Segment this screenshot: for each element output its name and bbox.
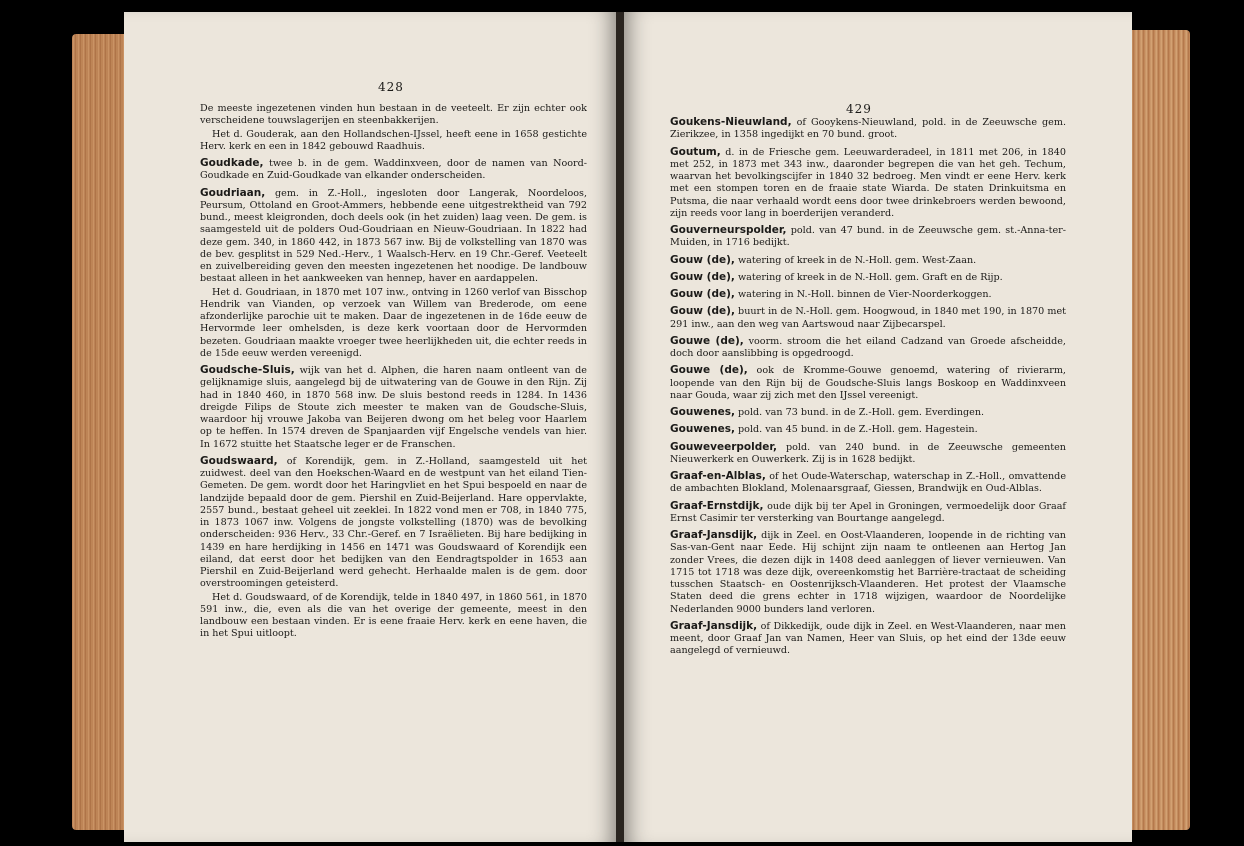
dictionary-entry <box>670 364 1066 402</box>
dictionary-entry <box>670 500 1066 526</box>
entry-text: watering in N.-Holl. binnen de Vier-Noorderkoggen. <box>737 289 992 300</box>
entry-headword: Gouw (de), <box>670 305 735 318</box>
dictionary-entry <box>670 146 1066 221</box>
entry-text: Het d. Goudriaan, in 1870 met 107 inw., ontving in 1260 verlof van Bisschop Hendrik van Vianden, op verzoek van Willem van Brederode, om eene afzonderlijke parochie uit te maken. Daar de ingezetenen in de 16de eeuw de Hervormde leer omhelsden, is deze kerk voortaan door de Hervormden bezeten. Goudriaan maakte vroeger twee heerlijkheden uit, die echter reeds in de 15de eeuw werden vereenigd. <box>200 286 587 359</box>
entry-text: pold. van 240 bund. in de Zeeuwsche gemeenten Nieuwerkerk en Ouwerkerk. Zij is in 1628 bedijkt. <box>670 441 1066 465</box>
entry-headword: Gouverneurspolder, <box>670 224 787 236</box>
dictionary-entry <box>670 254 1066 267</box>
dictionary-entry <box>200 364 587 451</box>
dictionary-entry <box>200 592 587 641</box>
dictionary-entry <box>200 187 587 286</box>
entry-headword: Goukens-Nieuwland, <box>670 116 792 128</box>
dictionary-entry <box>670 441 1066 467</box>
entry-headword: Graaf-Ernstdijk, <box>670 499 764 512</box>
dictionary-entry <box>670 288 1066 301</box>
entry-text: of Gooykens-Nieuwland, pold. in de Zeeuwsche gem. Zierikzee, in 1358 ingedijkt en 70 bund. groot. <box>670 117 1066 141</box>
book-gutter <box>616 12 624 842</box>
book-spread <box>72 12 1190 842</box>
dictionary-entry <box>670 620 1066 658</box>
entry-headword: Graaf-Jansdijk, <box>670 529 758 541</box>
entry-headword: Goudriaan, <box>200 186 266 199</box>
entry-text: pold. van 47 bund. in de Zeeuwsche gem. st.-Anna-ter-Muiden, in 1716 bedijkt. <box>670 225 1066 249</box>
page-number-right: 429 <box>846 102 872 116</box>
dictionary-entry <box>200 103 587 128</box>
entry-text: gem. in Z.-Holl., ingesloten door Langerak, Noordeloos, Peursum, Ottoland en Groot-Ammers, hebbende eene uitgestrektheid van 792 bund., meest kleigronden, doch deels ook (in het zuiden) laag veen. De gem. is saamgesteld uit de polders Oud-Goudriaan en Nieuw-Goudriaan. In 1822 had deze gem. 340, in 1860 442, in 1873 567 inw. Bij de volkstelling van 1870 was de bev. gesplitst in 529 Ned.-Herv., 1 Waalsch-Herv. en 19 Chr.-Geref. Veeteelt en zuivelbereiding geven den meesten ingezetenen het noodige. De landbouw bestaat alleen in het aankweeken van hennep, haver en aardappelen. <box>200 187 587 285</box>
entry-headword: Gouw (de), <box>670 270 735 283</box>
entry-headword: Graaf-Jansdijk, <box>670 619 758 632</box>
entry-headword: Gouw (de), <box>670 253 735 266</box>
entry-text: voorm. stroom die het eiland Cadzand van Groede afscheidde, doch door aanslibbing is opgedroogd. <box>670 335 1066 359</box>
entry-text: wijk van het d. Alphen, die haren naam ontleent van de gelijknamige sluis, aangelegd bij de uitwatering van de Gouwe in den Rijn. Zij had in 1840 460, in 1870 568 inw. De sluis bestond reeds in 1284. In 1436 dreigde Filips de Stoute zich meester te maken van de Goudsche-Sluis, waardoor hij vrouwe Jakoba van Beijeren dwong om het beleg voor Haarlem op te heffen. In 1574 dreven de Spanjaarden vijf Engelsche vendels van hier. In 1672 stuitte het Staatsche leger er de Franschen. <box>200 365 587 450</box>
dictionary-entry <box>200 455 587 591</box>
entry-headword: Graaf-en-Alblas, <box>670 470 766 482</box>
entry-text: ook de Kromme-Gouwe genoemd, watering of rivierarm, loopende van den Rijn bij de Goudsche-Sluis langs Boskoop en Waddinxveen naar Gouda, waar zij zich met den IJssel vereenigt. <box>670 365 1066 401</box>
dictionary-entry <box>200 157 587 183</box>
right-page-text <box>670 116 1066 662</box>
entry-text: pold. van 73 bund. in de Z.-Holl. gem. Everdingen. <box>738 407 985 418</box>
entry-text: oude dijk bij ter Apel in Groningen, vermoedelijk door Graaf Ernst Casimir ter versterking van Bourtange aangelegd. <box>670 500 1066 524</box>
dictionary-entry <box>200 129 587 154</box>
dictionary-entry <box>670 224 1066 250</box>
dictionary-entry <box>670 271 1066 284</box>
entry-headword: Gouwenes, <box>670 406 735 418</box>
entry-headword: Goudkade, <box>200 157 264 169</box>
entry-headword: Gouwe (de), <box>670 364 748 377</box>
page-number-left: 428 <box>378 80 404 94</box>
entry-text: d. in de Friesche gem. Leeuwarderadeel, in 1811 met 206, in 1840 met 252, in 1873 met 343 inw., daaronder begrepen die van het geh. Techum, waarvan het bevolkingscijfer in 1840 32 bedroeg. Men vindt er eene Herv. kerk met een stompen toren en de fraaie state Wiarda. De staten Drinkuitsma en Putsma, die naar verhaald wordt eens door twee drinkebroers werden bewoond, zijn reeds voor lang in boerderijen veranderd. <box>670 146 1066 219</box>
entry-text: dijk in Zeel. en Oost-Vlaanderen, loopende in de richting van Sas-van-Gent naar Eede. Hij schijnt zijn naam te ontleenen aan Hertog Jan zonder Vrees, die dezen dijk in 1408 deed aanleggen of liever vernieuwen. Van 1715 tot 1718 was deze dijk, overeenkomstig het Barrière-tractaat de scheiding tusschen Staatsch- en Oostenrijksch-Vlaanderen. Het protest der Vlaamsche Staten deed die grens echter in 1718 wijzigen, waardoor de Noordelijke Nederlanden 9000 bunders land verloren. <box>670 530 1066 615</box>
dictionary-entry <box>670 305 1066 331</box>
dictionary-entry <box>670 406 1066 419</box>
dictionary-entry <box>670 116 1066 142</box>
dictionary-entry <box>670 423 1066 436</box>
entry-text: of Dikkedijk, oude dijk in Zeel. en West-Vlaanderen, naar men meent, door Graaf Jan van Namen, Heer van Sluis, op het eind der 13de eeuw aangelegd of vernieuwd. <box>670 620 1066 657</box>
entry-text: twee b. in de gem. Waddinxveen, door de namen van Noord-Goudkade en Zuid-Goudkade van elkander onderscheiden. <box>200 158 587 182</box>
dictionary-entry <box>670 335 1066 361</box>
entry-text: of Korendijk, gem. in Z.-Holland, saamgesteld uit het zuidwest. deel van den Hoekschen-Waard en de westpunt van het eiland Tien-Gemeten. De gem. wordt door het Haringvliet en het Spui bespoeld en naar de landzijde bepaald door de gem. Piershil en Zuid-Beijerland. Hare oppervlakte, 2557 bund., bestaat geheel uit zeeklei. In 1822 vond men er 708, in 1840 775, in 1873 1067 inw. Volgens de jongste volkstelling (1870) was de bevolking onderscheiden: 936 Herv., 33 Chr.-Geref. en 7 Israëlieten. Bij hare bedijking in 1439 en hare herdijking in 1456 en 1471 was Goudswaard of Korendijk een eiland, dat eerst door het bedijken van den Eendragtspolder in 1653 aan Piershil en Zuid-Beijerland werd gehecht. Herhaalde malen is de gem. door overstroomingen geteisterd. <box>200 455 587 590</box>
right-page-edges <box>1130 30 1190 830</box>
entry-headword: Goudswaard, <box>200 454 278 467</box>
dictionary-entry <box>670 529 1066 616</box>
entry-text: watering of kreek in de N.-Holl. gem. Graft en de Rijp. <box>737 271 1003 283</box>
entry-text: of het Oude-Waterschap, waterschap in Z.-Holl., omvattende de ambachten Blokland, Molenaarsgraaf, Giessen, Brandwijk en Oud-Alblas. <box>670 471 1066 495</box>
entry-text: Het d. Gouderak, aan den Hollandschen-IJssel, heeft eene in 1658 gestichte Herv. kerk en een in 1842 gebouwd Raadhuis. <box>200 128 587 152</box>
entry-headword: Goutum, <box>670 145 721 158</box>
entry-text: Het d. Goudswaard, of de Korendijk, telde in 1840 497, in 1860 561, in 1870 591 inw., die, even als die van het overige der gemeente, meest in den landbouw een bestaan vinden. Er is eene fraaie Herv. kerk en eene haven, die in het Spui uitloopt. <box>200 591 587 640</box>
entry-headword: Gouwenes, <box>670 423 735 436</box>
entry-text: pold. van 45 bund. in de Z.-Holl. gem. Hagestein. <box>738 424 978 436</box>
entry-headword: Gouw (de), <box>670 288 735 300</box>
entry-headword: Goudsche-Sluis, <box>200 364 295 376</box>
entry-text: watering of kreek in de N.-Holl. gem. West-Zaan. <box>737 254 977 266</box>
entry-headword: Gouwe (de), <box>670 334 744 347</box>
dictionary-entry <box>670 470 1066 496</box>
left-page-text <box>200 103 587 645</box>
entry-headword: Gouweveerpolder, <box>670 440 777 453</box>
right-page <box>624 12 1132 842</box>
entry-text: buurt in de N.-Holl. gem. Hoogwoud, in 1840 met 190, in 1870 met 291 inw., aan den weg van Aartswoud naar Zijbecarspel. <box>670 306 1066 330</box>
entry-text: De meeste ingezetenen vinden hun bestaan in de veeteelt. Er zijn echter ook verscheidene touwslagerijen en steenbakkerijen. <box>200 103 587 127</box>
left-page <box>124 12 616 842</box>
dictionary-entry <box>200 287 587 361</box>
